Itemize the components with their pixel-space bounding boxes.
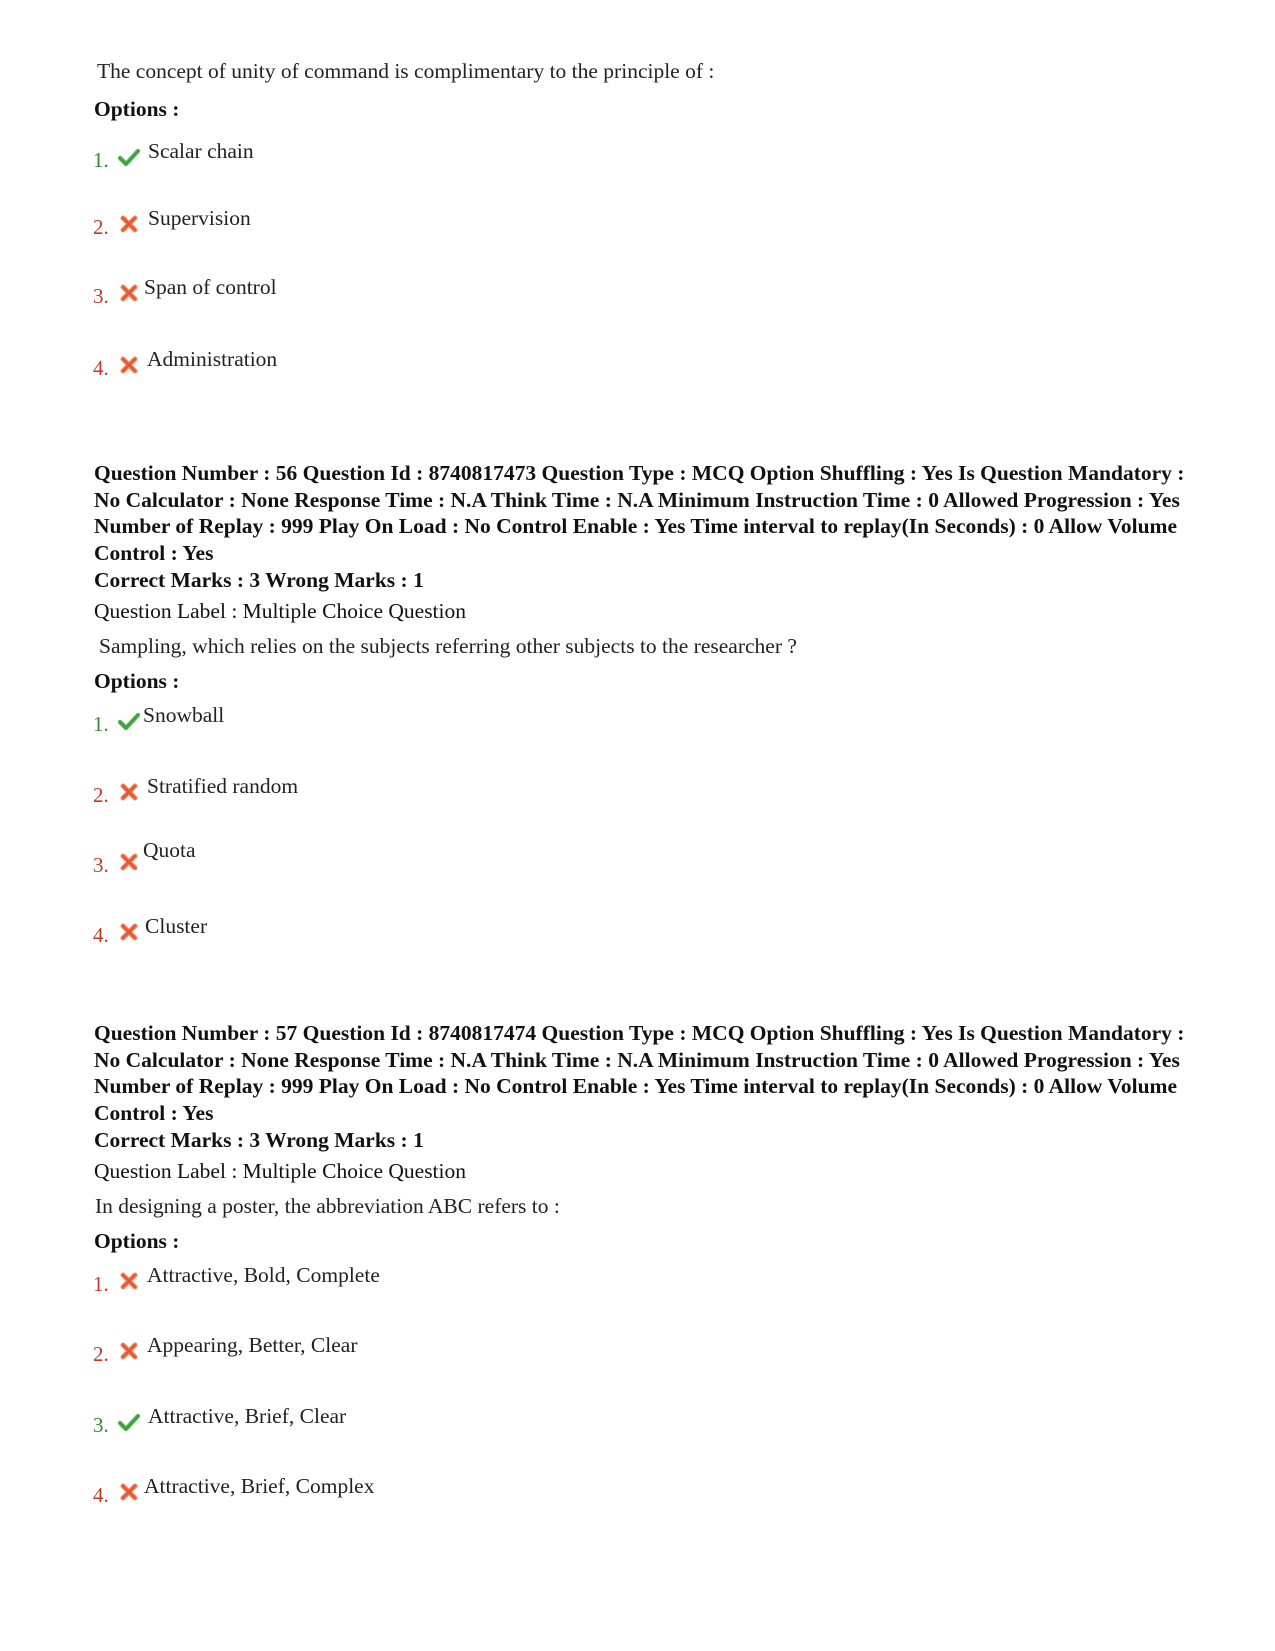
- option-number: 4.: [93, 1483, 109, 1507]
- question-label: Question Label : Multiple Choice Question: [94, 599, 467, 623]
- cross-icon: [118, 354, 140, 376]
- cross-icon: [118, 921, 140, 943]
- option-number: 4.: [93, 356, 109, 380]
- question-marks: Correct Marks : 3 Wrong Marks : 1: [94, 1128, 424, 1152]
- option-1: [0, 1262, 900, 1302]
- cross-icon: [118, 1340, 140, 1362]
- option-number: 3.: [93, 1413, 109, 1437]
- option-number: 3.: [93, 853, 109, 877]
- option-text: Supervision: [148, 206, 251, 230]
- option-text: Attractive, Bold, Complete: [147, 1263, 380, 1287]
- option-text: Stratified random: [147, 774, 299, 798]
- option-3: [0, 274, 900, 314]
- option-number: 1.: [93, 712, 109, 736]
- option-4: [0, 1473, 900, 1513]
- question-label: Question Label : Multiple Choice Question: [94, 1159, 467, 1183]
- cross-icon: [118, 282, 140, 304]
- question-text: Sampling, which relies on the subjects referring other subjects to the researcher ?: [99, 634, 797, 658]
- cross-icon: [118, 781, 140, 803]
- cross-icon: [118, 1270, 140, 1292]
- option-number: 1.: [93, 148, 109, 172]
- question-text: In designing a poster, the abbreviation ABC refers to :: [95, 1194, 560, 1218]
- option-number: 2.: [93, 215, 109, 239]
- option-4: [0, 913, 900, 953]
- option-number: 2.: [93, 1342, 109, 1366]
- cross-icon: [118, 851, 140, 873]
- question-marks: Correct Marks : 3 Wrong Marks : 1: [94, 568, 424, 592]
- option-number: 2.: [93, 783, 109, 807]
- question-text: The concept of unity of command is complimentary to the principle of :: [97, 59, 715, 83]
- option-text: Scalar chain: [148, 139, 254, 163]
- option-2: [0, 1332, 900, 1372]
- check-icon: [118, 1411, 140, 1433]
- check-icon: [118, 146, 140, 168]
- option-text: Span of control: [144, 275, 277, 299]
- option-number: 3.: [93, 284, 109, 308]
- cross-icon: [118, 1481, 140, 1503]
- option-text: Attractive, Brief, Clear: [148, 1404, 347, 1428]
- option-4: [0, 346, 900, 386]
- option-2: [0, 773, 900, 813]
- options-heading: Options :: [94, 1229, 180, 1253]
- question-meta: Question Number : 56 Question Id : 8740817473 Question Type : MCQ Option Shuffling : Yes Is Question Mandatory : No Calculator : None Response Time : N.A Think Time : N.A Minimum Instruction Time : 0 Allowed Progression : Yes Number of Replay : 999 Play On Load : No Control Enable : Yes Time interval to replay(In Seconds) : 0 Allow Volume Control : Yes: [94, 461, 1185, 565]
- check-icon: [118, 710, 140, 732]
- option-text: Appearing, Better, Clear: [147, 1333, 358, 1357]
- option-3: [0, 838, 900, 883]
- option-1: [0, 138, 900, 178]
- option-2: [0, 205, 900, 245]
- cross-icon: [118, 213, 140, 235]
- option-text: Quota: [143, 838, 196, 862]
- options-heading: Options :: [94, 669, 180, 693]
- options-heading: Options :: [94, 97, 180, 121]
- option-text: Attractive, Brief, Complex: [144, 1474, 375, 1498]
- option-text: Cluster: [145, 914, 208, 938]
- option-number: 4.: [93, 923, 109, 947]
- option-1: [0, 702, 900, 742]
- option-text: Snowball: [143, 703, 225, 727]
- question-meta: Question Number : 57 Question Id : 8740817474 Question Type : MCQ Option Shuffling : Yes Is Question Mandatory : No Calculator : None Response Time : N.A Think Time : N.A Minimum Instruction Time : 0 Allowed Progression : Yes Number of Replay : 999 Play On Load : No Control Enable : Yes Time interval to replay(In Seconds) : 0 Allow Volume Control : Yes: [94, 1021, 1185, 1125]
- option-text: Administration: [147, 347, 278, 371]
- option-number: 1.: [93, 1272, 109, 1296]
- option-3: [0, 1403, 900, 1443]
